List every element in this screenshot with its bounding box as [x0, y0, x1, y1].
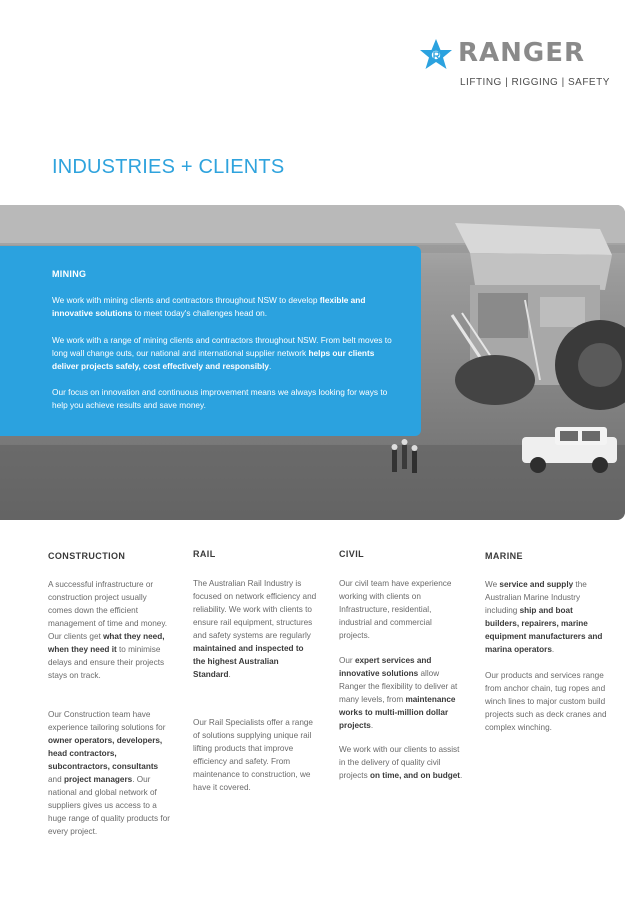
construction-section	[48, 551, 172, 836]
marine-section	[485, 551, 609, 732]
construction-paragraph-2: Our Construction team have experience tailoring solutions for owner operators, developers, head contractors, subcontractors, consultants and project managers. Our national and global network of suppliers gives us access to a huge range of quality products for every project.	[48, 710, 170, 836]
mining-paragraph-1: We work with mining clients and contractors throughout NSW to develop flexible and innovative solutions to meet today's challenges head on.	[52, 295, 366, 318]
construction-paragraph-1: A successful infrastructure or construction project usually comes down the efficient management of time and money. Our clients get what they need, when they need it to minimise delays and ensure their projects stays on track.	[48, 580, 168, 680]
mining-paragraph-2: We work with a range of mining clients and contractors throughout NSW. From belt moves to long wall change outs, our national and international supplier network helps our clients deliver projects safely, cost effectively and responsibly.	[52, 335, 392, 371]
civil-paragraph-1: Our civil team have experience working with clients on Infrastructure, residential, industrial and commercial projects.	[339, 579, 452, 640]
mining-paragraph-3: Our focus on innovation and continuous improvement means we always looking for ways to help you achieve results and save money.	[52, 387, 388, 410]
civil-paragraph-3: We work with our clients to assist in the delivery of quality civil projects on time, and on budget.	[339, 745, 463, 780]
marine-paragraph-2: Our products and services range from anchor chain, tug ropes and winch lines to major custom build projects such as deck cranes and complex winching.	[485, 671, 607, 732]
star-icon	[418, 38, 458, 74]
civil-paragraph-2: Our expert services and innovative solutions allow Ranger the flexibility to deliver at many levels, from maintenance works to multi-million dollar projects.	[339, 656, 458, 730]
marine-title: MARINE	[485, 551, 523, 561]
civil-title: CIVIL	[339, 549, 365, 559]
ranger-logo	[418, 38, 610, 90]
rail-title: RAIL	[193, 549, 216, 559]
mining-section	[0, 246, 421, 436]
marine-paragraph-1: We service and supply the Australian Marine Industry including ship and boat builders, repairers, marine equipment manufacturers and marina operators.	[485, 580, 603, 654]
mining-title: MINING	[52, 269, 87, 279]
construction-title: CONSTRUCTION	[48, 551, 126, 561]
logo-tagline: LIFTING | RIGGING | SAFETY	[460, 77, 610, 88]
civil-section	[339, 549, 463, 780]
rail-paragraph-2: Our Rail Specialists offer a range of solutions supplying unique rail lifting products that improve efficiency and safety. From maintenance to construction, we have it covered.	[193, 718, 313, 792]
logo-wordmark: RANGER	[458, 38, 586, 68]
page-title: INDUSTRIES + CLIENTS	[52, 156, 285, 178]
rail-paragraph-1: The Australian Rail Industry is focused on network efficiency and reliability. We work with clients to ensure rail equipment, structures and safety systems are regularly maintained and inspected to the highest Australian Standard.	[193, 579, 317, 679]
rail-section	[193, 549, 317, 792]
